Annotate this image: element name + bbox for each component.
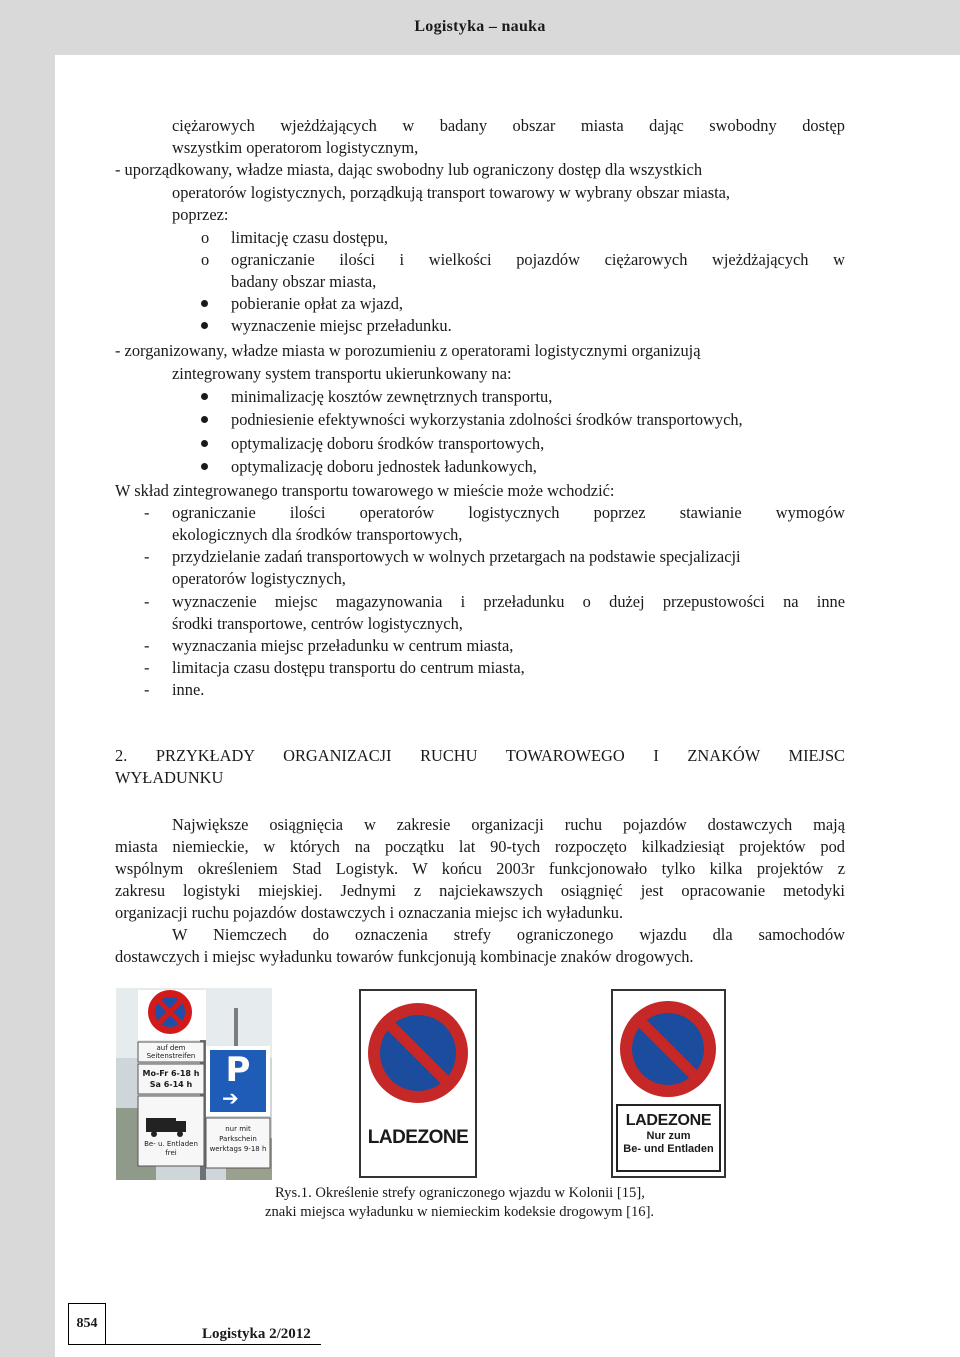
sign-label: LADEZONE (367, 1127, 469, 1148)
list-marker-circle: o (201, 228, 210, 247)
list-marker-dash: - (144, 680, 150, 699)
sign-sublabel: Nur zum (646, 1130, 691, 1142)
text-line: operatorów logistycznych, porządkują transport towarowy w wybrany obszar miasta, (172, 183, 731, 202)
list-item: podniesienie efektywności wykorzystania zdolności środków transportowych, (231, 410, 743, 429)
text-line: wszystkim operatorom logistycznym, (172, 138, 419, 157)
text-line: operatorów logistycznych, (172, 569, 346, 588)
footer-rule (106, 1344, 321, 1345)
list-item: minimalizację kosztów zewnętrznych transportu, (231, 387, 553, 406)
list-marker-dash: - (144, 658, 150, 677)
list-item: limitację czasu dostępu, (231, 228, 389, 247)
text-line: środki transportowe, centrów logistycznych, (172, 614, 463, 633)
bullet-icon (201, 416, 208, 423)
list-marker-dash: - (144, 592, 150, 611)
list-marker-circle: o (201, 250, 210, 269)
photo-sign-text: werktags 9-18 h (209, 1145, 267, 1153)
bullet-icon (201, 300, 208, 307)
section-heading: 2. PRZYKŁADY ORGANIZACJI RUCHU TOWAROWEGO I ZNAKÓW MIEJSC (115, 746, 845, 765)
bullet-icon (201, 440, 208, 447)
sign-sublabel: Be- und Entladen (623, 1143, 714, 1155)
photo-sign-text: auf dem (156, 1044, 186, 1052)
text-line: zintegrowany system transportu ukierunkowany na: (172, 364, 512, 383)
running-header-title: Logistyka – nauka (414, 18, 546, 35)
text-line: ekologicznych dla środków transportowych, (172, 525, 463, 544)
page-number: 854 (68, 1303, 106, 1345)
text-line: W skład zintegrowanego transportu towarowego w mieście może wchodzić: (115, 481, 615, 500)
text-line: poprzez: (172, 205, 229, 224)
paragraph-line: W Niemczech do oznaczenia strefy ograniczonego wjazdu dla samochodów (172, 925, 845, 944)
list-item: ograniczanie ilości i wielkości pojazdów ciężarowych wjeżdżających w (231, 250, 845, 269)
list-item: inne. (172, 680, 205, 699)
figure-caption: znaki miejsca wyładunku w niemieckim kodeksie drogowym [16]. (265, 1204, 655, 1220)
list-item: przydzielanie zadań transportowych w wolnych przetargach na podstawie specjalizacji (172, 547, 741, 566)
photo-sign-text: frei (165, 1149, 177, 1157)
list-item: optymalizację doboru środków transportowych, (231, 434, 545, 453)
arrow-right-icon: ➔ (222, 1086, 239, 1110)
paragraph-line: organizacji ruchu pojazdów dostawczych i oznaczania miejsc ich wyładunku. (115, 903, 624, 922)
photo-sign-text: Parkschein (219, 1135, 257, 1143)
street-signs-photo (116, 988, 272, 1180)
photo-sign-text: nur mit (225, 1125, 251, 1133)
list-item: pobieranie opłat za wjazd, (231, 294, 404, 313)
section-heading: WYŁADUNKU (115, 768, 224, 787)
list-marker-dash: - (144, 503, 150, 522)
list-item: limitacja czasu dostępu transportu do centrum miasta, (172, 658, 525, 677)
list-item: ograniczanie ilości operatorów logistycznych poprzez stawianie wymogów (172, 503, 845, 522)
ladezone-loading-sign (611, 989, 726, 1178)
paragraph-line: zakresu logistyki miejskiej. Jednymi z najciekawszych osiągnięć jest opracowanie metodyki (115, 881, 845, 900)
ladezone-sign (359, 989, 477, 1178)
bullet-icon (201, 322, 208, 329)
sign-label: LADEZONE (625, 1112, 712, 1129)
bullet-icon (201, 393, 208, 400)
photo-sign-text: Sa 6-14 h (149, 1080, 193, 1089)
text-line: - uporządkowany, władze miasta, dając swobodny lub ograniczony dostęp dla wszystkich (115, 160, 703, 179)
bullet-icon (201, 463, 208, 470)
list-marker-dash: - (144, 547, 150, 566)
photo-sign-text: Mo-Fr 6-18 h (142, 1069, 200, 1078)
paragraph-line: dostawczych i miejsc wyładunku towarów funkcjonują kombinacje znaków drogowych. (115, 947, 694, 966)
list-item: wyznaczenie miejsc magazynowania i przeładunku o dużej przepustowości na inne (172, 592, 845, 611)
footer-journal-title: Logistyka 2/2012 (202, 1326, 311, 1342)
text-line: - zorganizowany, władze miasta w porozumieniu z operatorami logistycznymi organizują (115, 341, 701, 360)
list-marker-dash: - (144, 636, 150, 655)
paragraph-line: miasta niemieckie, w których na początku lat 90-tych rozpoczęto kilkadziesiąt projektów pod (115, 837, 845, 856)
list-item: optymalizację doboru jednostek ładunkowych, (231, 457, 537, 476)
photo-sign-text: Seitenstreifen (146, 1052, 196, 1060)
list-item: wyznaczenie miejsc przeładunku. (231, 316, 452, 335)
parking-p-letter: P (225, 1050, 251, 1090)
list-item: wyznaczania miejsc przeładunku w centrum miasta, (172, 636, 514, 655)
paragraph-line: Największe osiągnięcia w zakresie organizacji ruchu pojazdów dostawczych mają (172, 815, 845, 834)
text-line: ciężarowych wjeżdżających w badany obszar miasta dając swobodny dostęp (172, 116, 845, 135)
paragraph-line: wspólnym określeniem Stad Logistyk. W końcu 2003r funkcjonowało tylko kilka projektów z (115, 859, 845, 878)
figure-caption: Rys.1. Określenie strefy ograniczonego wjazdu w Kolonii [15], (275, 1185, 645, 1201)
text-line: badany obszar miasta, (231, 272, 377, 291)
photo-sign-text: Be- u. Entladen (144, 1140, 198, 1148)
page-header (0, 0, 960, 55)
